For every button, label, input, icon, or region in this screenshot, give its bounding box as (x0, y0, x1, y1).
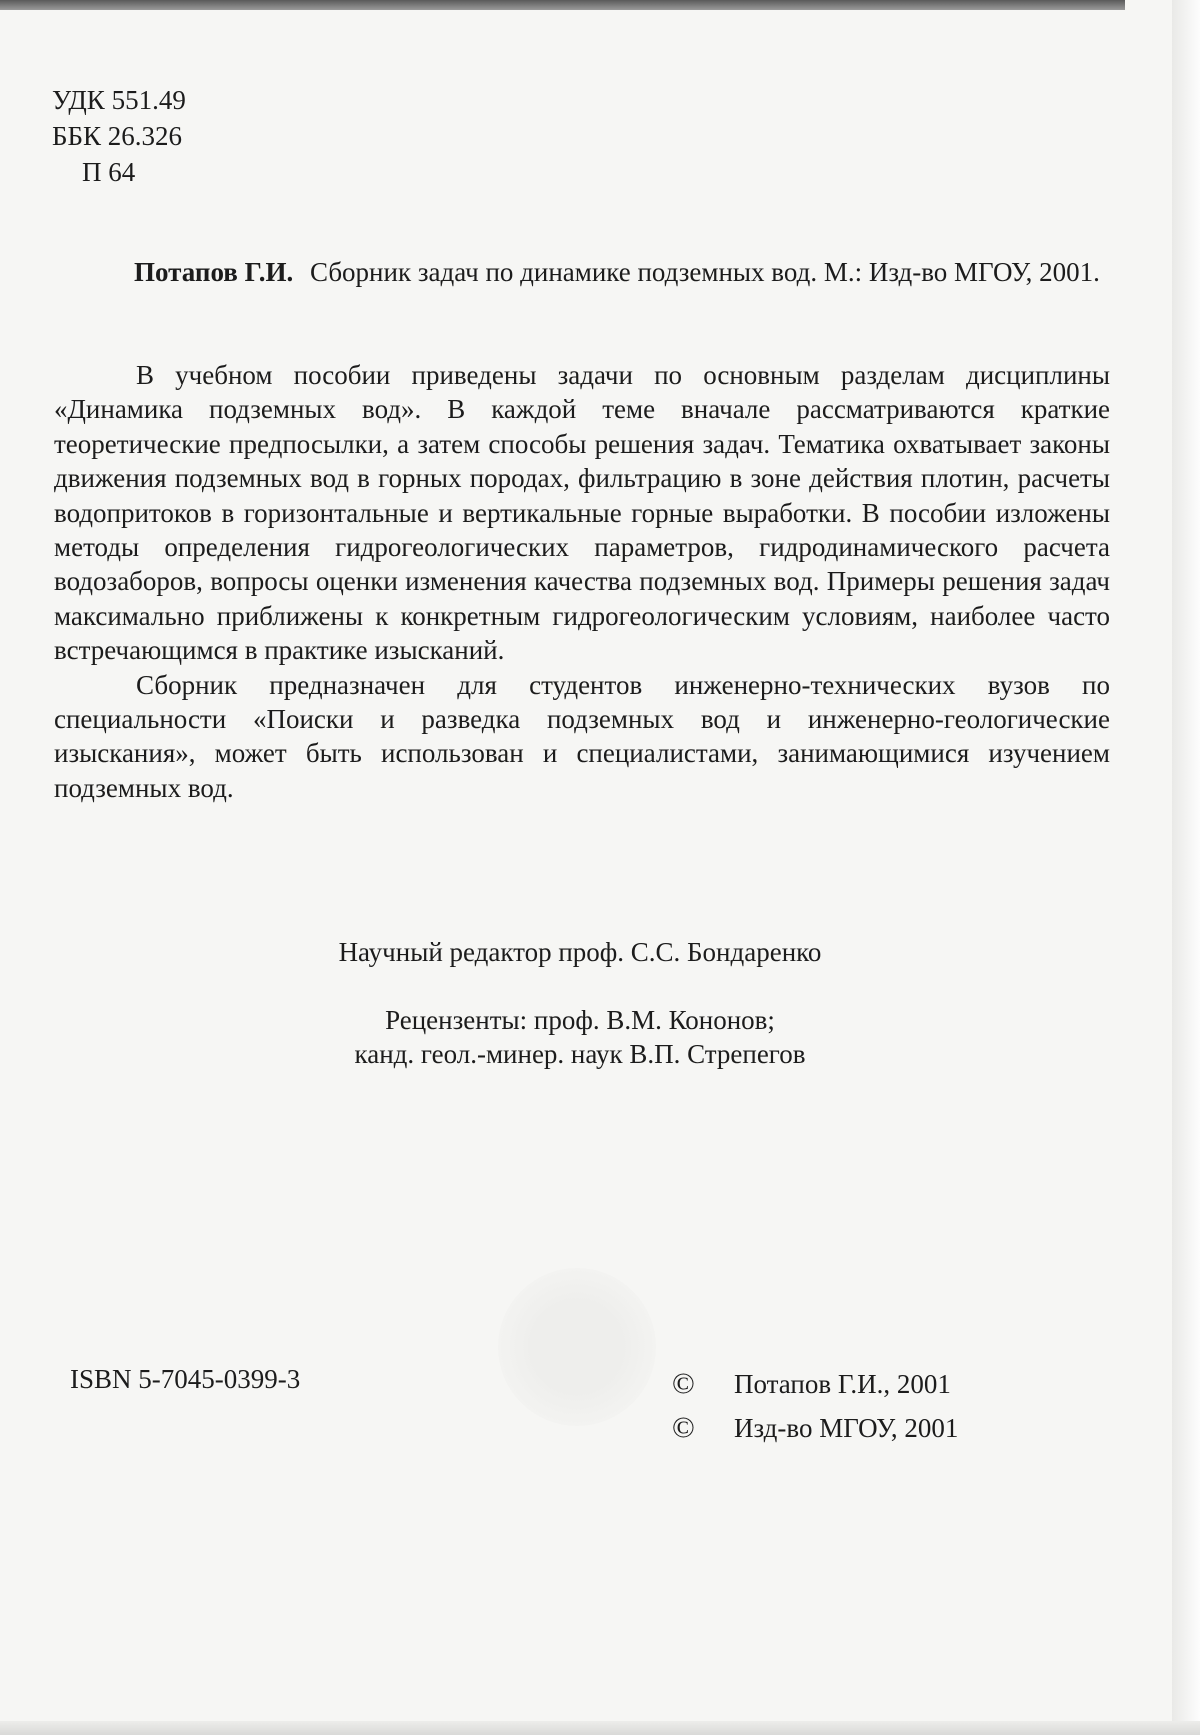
reviewers (0, 1003, 1160, 1071)
author-mark: П 64 (82, 157, 136, 187)
copyright-publisher: Изд-во МГОУ, 2001 (734, 1413, 959, 1443)
copyright-icon: © (672, 1367, 695, 1400)
classification-codes (52, 82, 186, 190)
isbn: ISBN 5-7045-0399-3 (70, 1364, 301, 1394)
citation-text: Сборник задач по динамике подземных вод. М.: Изд-во МГОУ, 2001. (309, 257, 1100, 287)
scan-bottom-edge (0, 1721, 1200, 1735)
copyright-row-publisher (672, 1406, 958, 1450)
abstract (54, 358, 1110, 805)
udk-code: УДК 551.49 (52, 85, 186, 115)
copyright-row-author (672, 1362, 958, 1406)
reviewer-line-1: Рецензенты: проф. В.М. Кононов; (385, 1005, 775, 1035)
citation-author: Потапов Г.И. (134, 257, 294, 287)
copyright-author: Потапов Г.И., 2001 (734, 1369, 951, 1399)
copyright-icon: © (672, 1411, 695, 1444)
copyright-block (672, 1362, 958, 1450)
abstract-paragraph-2: Сборник предназначен для студентов инженерно-технических вузов по специальности «Поиски и разведка подземных вод и инженерно-геологические изыскания», может быть использован и специалистами, занимающимися изучением подземных вод. (54, 669, 1110, 803)
bbk-code: ББК 26.326 (52, 121, 183, 151)
bibliographic-citation (52, 255, 1104, 290)
show-through-seal (498, 1268, 656, 1426)
abstract-paragraph-1: В учебном пособии приведены задачи по основным разделам дисциплины «Динамика подземных вод». В каждой теме вначале рассматриваются краткие теоретические предпосылки, а затем способы решения задач. Тематика охватывает законы движения подземных вод в горных породах, фильтрацию в зоне действия плотин, расчеты водопритоков в горизонтальные и вертикальные горные выработки. В пособии изложены методы определения гидрогеологических параметров, гидродинамического расчета водозаборов, вопросы оценки изменения качества подземных вод. Примеры решения задач максимально приближены к конкретным гидрогеологическим условиям, наиболее часто встречающимся в практике изысканий. (54, 360, 1110, 666)
scan-top-edge (0, 0, 1125, 10)
reviewer-line-2: канд. геол.-минер. наук В.П. Стрепегов (354, 1039, 806, 1069)
scan-right-edge (1172, 0, 1200, 1735)
scientific-editor: Научный редактор проф. С.С. Бондаренко (338, 937, 822, 967)
